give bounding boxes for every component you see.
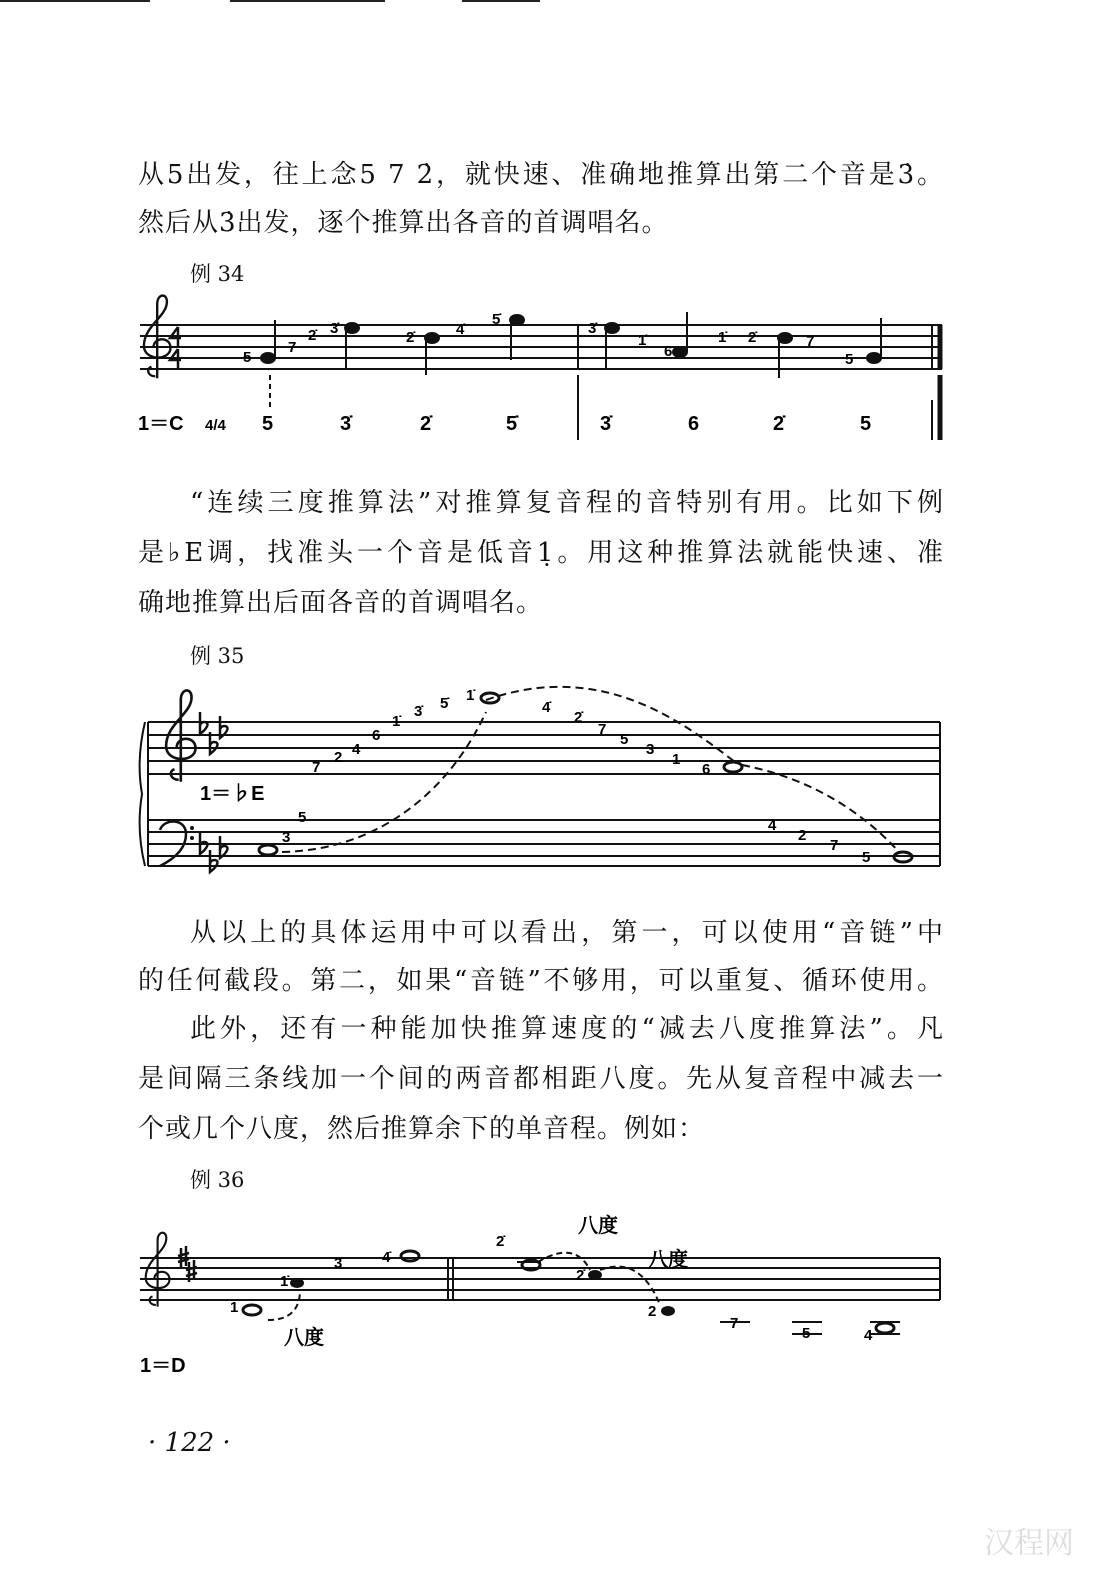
note-label: 2̇ <box>496 1233 505 1250</box>
example-35-notes <box>259 693 912 862</box>
jianpu-note: 6 <box>688 413 700 435</box>
note-label: 1 <box>672 751 681 768</box>
text-line: “连续三度推算法”对推算复音程的音特别有用。比如下例 <box>190 488 944 518</box>
note-label: 6 <box>372 727 381 744</box>
key-signature-text: 1＝♭E <box>200 783 265 805</box>
key-signature-text: 1＝C <box>138 413 184 435</box>
note-label: 1̇ <box>718 329 727 346</box>
note-label: 5 <box>845 351 854 368</box>
note-label: 1̇ <box>638 332 647 349</box>
note-label: 7 <box>598 721 607 738</box>
text-line: 从5出发，往上念5 7 2̇，就快速、准确地推算出第二个音是3̇。 <box>138 160 944 190</box>
note-label: 2̇ <box>576 1267 585 1284</box>
note-label: 5 <box>802 1325 811 1342</box>
note-label: 5 <box>298 809 307 826</box>
note-label: 7 <box>830 837 839 854</box>
note-label: 7 <box>730 1315 739 1332</box>
note-label: 1̇ <box>466 687 475 704</box>
jianpu-note: 5 <box>262 413 274 435</box>
note-label: 3 <box>646 741 655 758</box>
note-label: 5 <box>862 849 871 866</box>
note-label: 2̇ <box>308 327 317 344</box>
text-line: 确地推算出后面各音的首调唱名。 <box>138 588 544 618</box>
jianpu-note: 5 <box>860 413 872 435</box>
note-label: 3̇ <box>334 1255 343 1272</box>
sharp-icon <box>178 1246 197 1282</box>
note-label: 2̇ <box>748 329 757 346</box>
example-36-note-labels <box>230 1233 873 1344</box>
note-label: 1̇ <box>392 713 401 730</box>
note-label: 4̇ <box>382 1249 391 1266</box>
jianpu-note: 2̇ <box>420 413 432 435</box>
text-line: 是♭E调，找准头一个音是低音1̣。用这种推算法就能快速、准 <box>138 538 944 568</box>
note-label: 2 <box>648 1303 657 1320</box>
treble-clef-icon <box>146 1233 170 1307</box>
octave-label: 八度 <box>648 1247 688 1271</box>
example-label: 例 34 <box>190 262 245 286</box>
example-34-staff <box>140 325 942 440</box>
note-label: 4 <box>864 1327 873 1344</box>
note-label: 3̇ <box>414 703 423 720</box>
note-label: 7 <box>312 759 321 776</box>
note-label: 7 <box>288 339 297 356</box>
time-signature-text: 4/4 <box>205 417 226 434</box>
note-label: 5 <box>243 349 252 366</box>
octave-label: 八度 <box>284 1325 324 1349</box>
note-label: 7 <box>806 333 815 350</box>
note-label: 1̇ <box>280 1273 289 1290</box>
jianpu-note: 3̇ <box>600 413 612 435</box>
watermark-logo: 汉程网 <box>984 1526 1074 1561</box>
note-label: 5̇ <box>492 311 501 328</box>
text-line: 然后从3̇出发，逐个推算出各音的首调唱名。 <box>138 208 669 238</box>
octave-label: 八度 <box>578 1213 618 1237</box>
note-label: 5 <box>620 731 629 748</box>
note-label: 4 <box>768 817 777 834</box>
treble-clef-icon <box>166 690 195 781</box>
jianpu-note: 5̇ <box>506 413 518 435</box>
jianpu-note: 3̇ <box>340 413 352 435</box>
note-label: 6 <box>664 343 673 360</box>
example-34-note-labels <box>243 311 853 368</box>
note-label: 4̇ <box>542 699 551 716</box>
note-label: 4 <box>352 741 361 758</box>
note-label: 3̇ <box>588 320 597 337</box>
page-number: · 122 · <box>148 1428 231 1458</box>
note-label: 2̇ <box>406 329 415 346</box>
text-line: 的任何截段。第二，如果“音链”不够用，可以重复、循环使用。 <box>138 966 944 996</box>
example-label: 例 35 <box>190 644 245 668</box>
note-label: 3̇ <box>330 320 339 337</box>
note-label: 2 <box>798 827 807 844</box>
text-line: 个或几个八度，然后推算余下的单音程。例如： <box>138 1114 706 1144</box>
note-label: 4̇ <box>456 321 465 338</box>
note-label: 2̇ <box>574 709 583 726</box>
connection-arcs <box>282 687 900 853</box>
octave-labels <box>284 1213 688 1349</box>
example-label: 例 36 <box>190 1168 245 1192</box>
key-signature-text: 1＝D <box>140 1355 186 1377</box>
note-label: 6 <box>702 761 711 778</box>
text-line: 是间隔三条线加一个间的两音都相距八度。先从复音程中减去一 <box>138 1064 944 1094</box>
text-line: 此外，还有一种能加快推算速度的“减去八度推算法”。凡 <box>190 1014 944 1044</box>
example-36-staff <box>140 1258 940 1334</box>
octave-arcs <box>268 1253 660 1320</box>
text-line: 从以上的具体运用中可以看出，第一，可以使用“音链”中 <box>190 918 944 948</box>
note-label: 2 <box>334 749 343 766</box>
note-label: 3 <box>282 829 291 846</box>
jianpu-note: 2̇ <box>773 413 785 435</box>
note-label: 5̇ <box>440 695 449 712</box>
note-label: 1 <box>230 1299 239 1316</box>
jianpu-row <box>262 413 871 435</box>
